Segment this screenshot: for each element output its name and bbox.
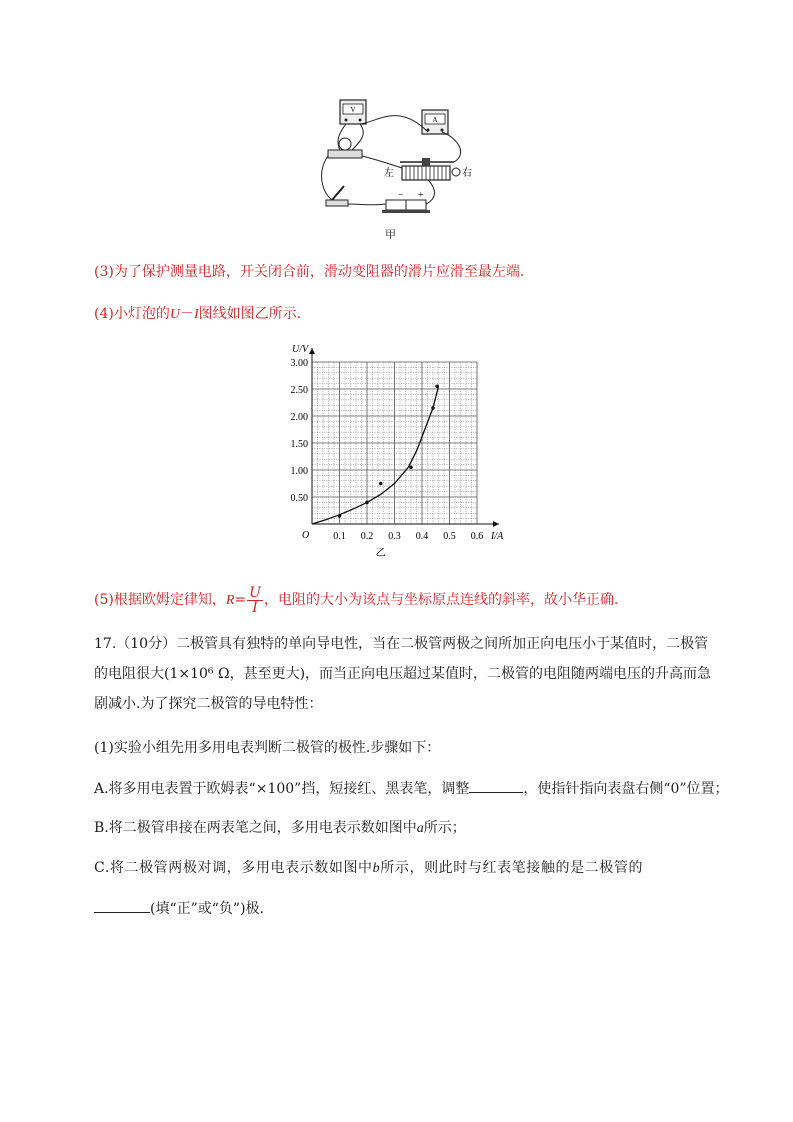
answer-item-5 xyxy=(94,584,618,616)
circuit-figure xyxy=(318,98,478,248)
step-c-prefix: C.将二极管两极对调，多用电表示数如图中 xyxy=(94,860,373,876)
item5-denominator: I xyxy=(252,599,258,616)
q17-step-c2 xyxy=(94,898,264,919)
step-c-suffix: 所示，则此时与红表笔接触的是二极管的 xyxy=(380,860,644,876)
item4-dash: － xyxy=(179,306,194,322)
figure-jia-caption: 甲 xyxy=(385,228,396,241)
step-c-blank[interactable] xyxy=(94,898,150,913)
x-axis-arrow xyxy=(493,521,499,527)
svg-text:A: A xyxy=(432,116,438,124)
y-axis-label: U/V xyxy=(292,344,309,355)
x-axis-label: I/A xyxy=(491,531,504,542)
x-tick-label: 0.5 xyxy=(443,531,456,542)
answer-item-3: (3)为了保护测量电路，开关闭合前，滑动变阻器的滑片应滑至最左端. xyxy=(94,264,525,280)
switch-icon xyxy=(326,186,348,206)
step-c-var: b xyxy=(372,861,381,876)
step-b-var: a xyxy=(416,821,424,836)
x-tick-label: 0.2 xyxy=(360,531,374,542)
q17-line3: 剧减小.为了探究二极管的导电特性： xyxy=(94,696,323,712)
data-point xyxy=(365,501,369,505)
step-b-prefix: B.将二极管串接在两表笔之间，多用电表示数如图中 xyxy=(94,820,417,836)
x-tick-label: 0.4 xyxy=(415,531,429,542)
q17-line2: 的电阻很大(1×10⁶ Ω，甚至更大)，而当正向电压超过某值时，二极管的电阻随两端电压的升高而急 xyxy=(94,666,712,682)
right-label: 右 xyxy=(462,168,472,179)
item5-fraction xyxy=(247,586,263,615)
q17-step-a xyxy=(94,778,729,799)
data-point xyxy=(409,466,413,470)
y-tick-label: 2.50 xyxy=(290,385,308,396)
origin-label: O xyxy=(302,530,310,541)
item5-prefix: (5)根据欧姆定律知， xyxy=(94,592,226,608)
chart-caption: 乙 xyxy=(375,548,386,559)
y-axis-arrow xyxy=(309,348,315,354)
question-17-text xyxy=(94,634,712,724)
step-a-suffix: ，使指针指向表盘右侧“0”位置； xyxy=(523,781,729,797)
step-c2-suffix: (填“正”或“负”)极. xyxy=(150,901,265,917)
y-tick-label: 1.00 xyxy=(290,466,308,477)
step-b-suffix: 所示； xyxy=(423,820,466,836)
q17-sub1: (1)实验小组先用多用电表判断二极管的极性.步骤如下： xyxy=(94,740,441,756)
y-tick-label: 1.50 xyxy=(290,439,308,450)
chart-grid xyxy=(312,362,477,524)
ui-chart-container xyxy=(276,340,516,560)
q17-step-c xyxy=(94,858,643,879)
item4-prefix: (4)小灯泡的 xyxy=(94,306,170,322)
series-curve xyxy=(312,386,439,524)
item5-eq: = xyxy=(234,592,247,608)
answer-item-4 xyxy=(94,304,301,325)
data-point xyxy=(338,514,342,518)
battery-icon xyxy=(382,200,430,213)
voltmeter-icon xyxy=(340,100,366,124)
x-tick-label: 0.1 xyxy=(333,531,346,542)
q17-line1: 17.（10分）二极管具有独特的单向导电性，当在二极管两极之间所加正向电压小于某值时，二极管 xyxy=(94,636,709,652)
data-point xyxy=(435,385,439,389)
item5-var-r: R xyxy=(225,593,235,608)
x-tick-label: 0.3 xyxy=(388,531,401,542)
left-label: 左 xyxy=(384,168,394,179)
y-tick-label: 3.00 xyxy=(290,358,308,369)
lamp-icon xyxy=(328,138,362,158)
x-tick-label: 0.6 xyxy=(470,531,484,542)
item4-var-u: U xyxy=(169,307,180,322)
y-tick-label: 0.50 xyxy=(290,493,308,504)
rheostat-icon xyxy=(400,158,460,180)
data-point xyxy=(379,482,383,486)
step-a-blank[interactable] xyxy=(469,778,523,793)
item5-suffix: ，电阻的大小为该点与坐标原点连线的斜率，故小华正确. xyxy=(263,592,619,608)
circuit-diagram xyxy=(318,98,478,248)
item4-suffix: 图线如图乙所示. xyxy=(198,306,302,322)
plus-label: + xyxy=(418,190,424,201)
data-point xyxy=(431,406,435,410)
y-tick-label: 2.00 xyxy=(290,412,308,423)
ui-chart xyxy=(276,340,516,560)
svg-text:V: V xyxy=(350,106,356,114)
item5-numerator: U xyxy=(249,584,261,601)
step-a-prefix: A.将多用电表置于欧姆表“×100”挡，短接红、黑表笔，调整 xyxy=(94,781,470,797)
minus-label: − xyxy=(398,190,404,201)
item4-var-i: I xyxy=(193,307,199,322)
q17-step-b xyxy=(94,818,466,839)
